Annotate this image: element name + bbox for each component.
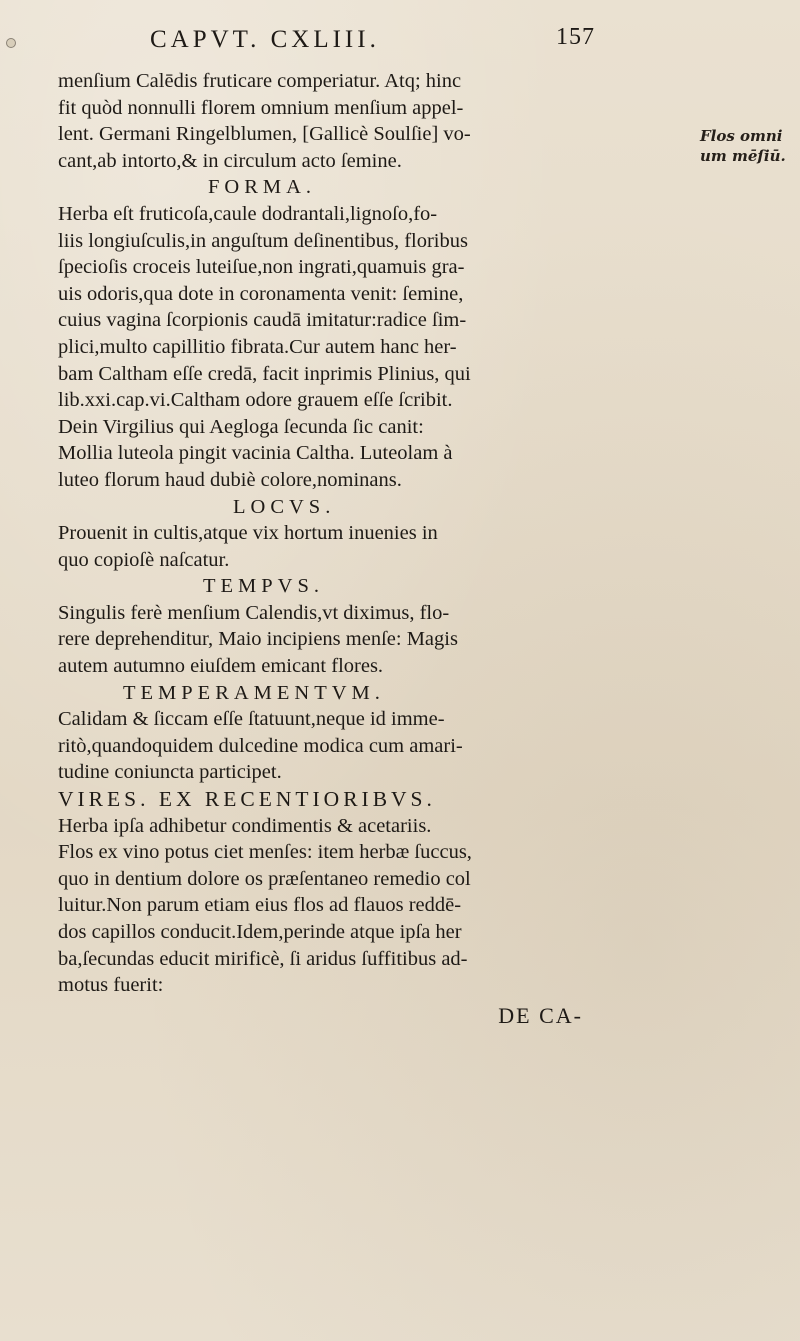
text-line: plici,multo capillitio fibrata.Cur autem hanc her- — [58, 335, 457, 358]
text-line: Prouenit in cultis,atque vix hortum inuenies in — [58, 522, 438, 545]
text-line: ritò,quandoquidem dulcedine modica cum amari- — [58, 734, 463, 757]
text-line: cant,ab intorto,& in circulum acto ſemine. — [58, 149, 402, 172]
text-line: Flos ex vino potus ciet menſes: item herbæ ſuccus, — [58, 841, 472, 864]
text-line: Mollia luteola pingit vacinia Caltha. Luteolam à — [58, 442, 453, 465]
body-text — [58, 68, 598, 1029]
text-line: Dein Virgilius qui Aegloga ſecunda ſic canit: — [58, 415, 424, 438]
section-heading-forma: FORMA. — [208, 176, 317, 199]
text-line: rere deprehenditur, Maio incipiens menſe: Magis — [58, 628, 458, 651]
page-number: 157 — [556, 24, 595, 50]
margin-note-line: um mēſiū. — [700, 147, 786, 165]
margin-note — [700, 126, 800, 166]
text-line: Calidam & ſiccam eſſe ſtatuunt,neque id imme- — [58, 708, 445, 731]
text-line: luitur.Non parum etiam eius flos ad flauos reddē- — [58, 894, 462, 917]
running-title: CAPVT. CXLIII. — [150, 26, 380, 53]
text-line: lent. Germani Ringelblumen, [Gallicè Soulſie] vo- — [58, 123, 471, 146]
text-line: motus fuerit: — [58, 974, 164, 997]
section-heading-tempus: TEMPVS. — [203, 575, 325, 598]
text-line: menſium Calēdis fruticare comperiatur. Atq; hinc — [58, 70, 462, 92]
text-line: quo copioſè naſcatur. — [58, 548, 230, 571]
text-line: fit quòd nonnulli florem omnium menſium appel- — [58, 96, 464, 119]
catchword: DE CA- — [498, 1002, 583, 1028]
section-heading-vires: VIRES. EX RECENTIORIBVS. — [58, 787, 436, 812]
text-line: Herba eſt fruticoſa,caule dodrantali,lignoſo,fo- — [58, 202, 438, 225]
text-line: lib.xxi.cap.vi.Caltham odore grauem eſſe ſcribit. — [58, 389, 453, 412]
section-heading-locus: LOCVS. — [233, 495, 336, 518]
text-line: uis odoris,qua dote in coronamenta venit: ſemine, — [58, 282, 464, 305]
text-line: liis longiuſculis,in anguſtum deſinentibus, floribus — [58, 229, 468, 252]
text-line: cuius vagina ſcorpionis caudā imitatur:radice ſim- — [58, 309, 467, 332]
text-line: Herba ipſa adhibetur condimentis & acetariis. — [58, 814, 432, 837]
section-heading-temperamentum: TEMPERAMENTVM. — [123, 681, 385, 704]
text-line: tudine coniuncta participet. — [58, 761, 282, 784]
text-line: bam Caltham eſſe credā, facit inprimis Plinius, qui — [58, 362, 471, 385]
text-line: Singulis ferè menſium Calendis,vt diximus, flo- — [58, 601, 450, 624]
punch-hole-mark — [6, 38, 16, 48]
text-line: autem autumno eiuſdem emicant flores. — [58, 655, 384, 678]
text-line: luteo florum haud dubiè colore,nominans. — [58, 468, 402, 491]
text-line: ba,ſecundas educit mirificè, ſi aridus ſuffitibus ad- — [58, 947, 468, 970]
text-line: dos capillos conducit.Idem,perinde atque ipſa her — [58, 921, 462, 943]
text-line: quo in dentium dolore os præſentaneo remedio col — [58, 867, 471, 890]
margin-note-line: Flos omni — [700, 127, 783, 145]
text-line: ſpecioſis croceis luteiſue,non ingrati,quamuis gra- — [58, 256, 465, 279]
